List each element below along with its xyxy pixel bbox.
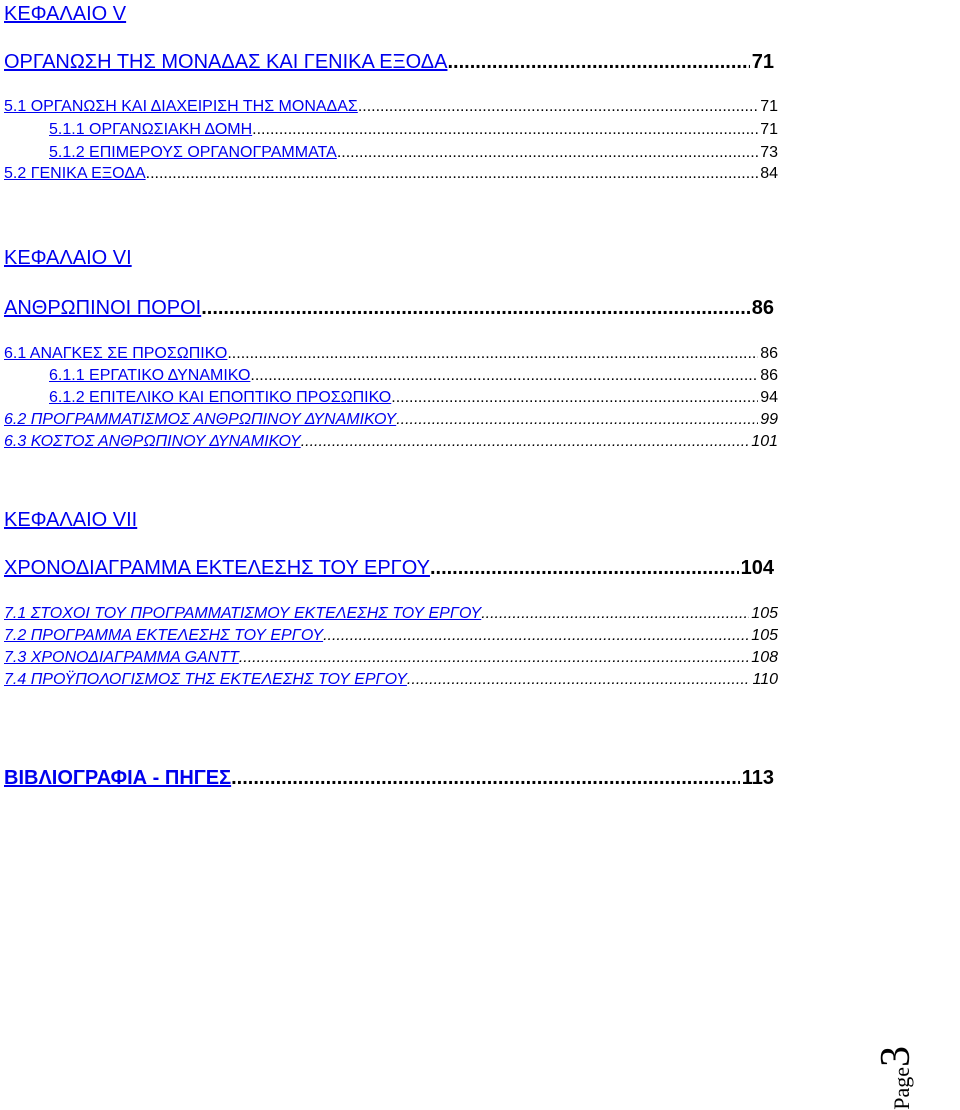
- toc-bibliography[interactable]: [4, 766, 774, 790]
- toc-entry[interactable]: [4, 344, 778, 364]
- toc-entry[interactable]: [49, 388, 778, 408]
- toc-main-ch6-page: 86: [751, 297, 774, 319]
- toc-main-ch5-page: 71: [751, 51, 774, 73]
- toc-entry[interactable]: [4, 670, 778, 690]
- toc-entry[interactable]: [4, 648, 778, 668]
- toc-entry[interactable]: [49, 366, 778, 386]
- toc-leader: [231, 766, 740, 790]
- toc-entry-page: 110: [752, 671, 778, 688]
- toc-entry-page: 99: [760, 411, 778, 428]
- toc-entry[interactable]: [4, 604, 778, 624]
- page-footer: [873, 956, 956, 1110]
- toc-entry-title[interactable]: 6.3 ΚΟΣΤΟΣ ΑΝΘΡΩΠΙΝΟΥ ΔΥΝΑΜΙΚΟΥ: [4, 433, 301, 450]
- toc-entry-title[interactable]: 7.1 ΣΤΟΧΟΙ ΤΟΥ ΠΡΟΓΡΑΜΜΑΤΙΣΜΟΥ ΕΚΤΕΛΕΣΗΣ ΤΟΥ ΕΡΓΟΥ: [4, 605, 482, 622]
- toc-main-ch5[interactable]: [4, 50, 774, 74]
- toc-leader: [201, 296, 750, 320]
- toc-leader: [227, 344, 758, 364]
- toc-entry-page: 108: [751, 649, 778, 666]
- toc-bibliography-page: 113: [741, 767, 774, 789]
- toc-leader: [447, 50, 749, 74]
- toc-entry-title[interactable]: 6.2 ΠΡΟΓΡΑΜΜΑΤΙΣΜΟΣ ΑΝΘΡΩΠΙΝΟΥ ΔΥΝΑΜΙΚΟΥ: [4, 411, 397, 428]
- toc-entry-title[interactable]: 6.1 ΑΝΑΓΚΕΣ ΣΕ ΠΡΟΣΩΠΙΚΟ: [4, 345, 228, 362]
- toc-entry-title[interactable]: 5.1.2 ΕΠΙΜΕΡΟΥΣ ΟΡΓΑΝΟΓΡΑΜΜΑΤΑ: [49, 144, 337, 161]
- toc-entry-page: 105: [751, 627, 778, 644]
- toc-leader: [430, 556, 739, 580]
- toc-main-ch7[interactable]: [4, 556, 774, 580]
- toc-entry[interactable]: [4, 626, 778, 646]
- toc-leader: [250, 366, 758, 386]
- toc-leader: [146, 164, 759, 184]
- chapter-6-heading[interactable]: [4, 246, 132, 270]
- toc-leader: [407, 670, 751, 690]
- toc-entry-page: 73: [760, 144, 778, 161]
- toc-leader: [337, 143, 758, 163]
- chapter-5-heading[interactable]: [4, 2, 126, 26]
- toc-entry[interactable]: [49, 143, 778, 163]
- page-footer-number: 3: [873, 1046, 919, 1067]
- toc-entry-page: 71: [760, 121, 778, 138]
- chapter-5-heading-link[interactable]: ΚΕΦΑΛΑΙΟ V: [4, 3, 127, 25]
- toc-main-ch7-page: 104: [740, 557, 774, 579]
- toc-entry-page: 94: [760, 389, 778, 406]
- toc-leader: [358, 97, 758, 117]
- toc-entry-page: 101: [751, 433, 778, 450]
- toc-entry-title[interactable]: 6.1.1 ΕΡΓΑΤΙΚΟ ΔΥΝΑΜΙΚΟ: [49, 367, 251, 384]
- toc-entry[interactable]: [4, 410, 778, 430]
- chapter-7-heading[interactable]: [4, 508, 137, 532]
- toc-entry-title[interactable]: 7.4 ΠΡΟΫΠΟΛΟΓΙΣΜΟΣ ΤΗΣ ΕΚΤΕΛΕΣΗΣ ΤΟΥ ΕΡΓΟΥ: [4, 671, 407, 688]
- toc-leader: [301, 432, 750, 452]
- toc-entry-page: 86: [760, 367, 778, 384]
- toc-entry-title[interactable]: 5.2 ΓΕΝΙΚΑ ΕΞΟΔΑ: [4, 165, 146, 182]
- toc-bibliography-title[interactable]: ΒΙΒΛΙΟΓΡΑΦΙΑ - ΠΗΓΕΣ: [4, 767, 232, 789]
- toc-leader: [252, 120, 758, 140]
- toc-entry[interactable]: [49, 120, 778, 140]
- toc-entry-title[interactable]: 6.1.2 ΕΠΙΤΕΛΙΚΟ ΚΑΙ ΕΠΟΠΤΙΚΟ ΠΡΟΣΩΠΙΚΟ: [49, 389, 392, 406]
- toc-entry-page: 71: [760, 98, 778, 115]
- toc-entry-page: 84: [760, 165, 778, 182]
- toc-leader: [239, 648, 749, 668]
- toc-leader: [396, 410, 758, 430]
- toc-entry[interactable]: [4, 432, 778, 452]
- toc-leader: [481, 604, 749, 624]
- toc-entry-title[interactable]: 7.2 ΠΡΟΓΡΑΜΜΑ ΕΚΤΕΛΕΣΗΣ ΤΟΥ ΕΡΓΟΥ: [4, 627, 324, 644]
- toc-entry-title[interactable]: 5.1.1 ΟΡΓΑΝΩΣΙΑΚΗ ΔΟΜΗ: [49, 121, 253, 138]
- toc-entry[interactable]: [4, 164, 778, 184]
- toc-main-ch7-title[interactable]: ΧΡΟΝΟΔΙΑΓΡΑΜΜΑ ΕΚΤΕΛΕΣΗΣ ΤΟΥ ΕΡΓΟΥ: [4, 557, 430, 579]
- toc-leader: [391, 388, 758, 408]
- toc-entry-page: 105: [751, 605, 778, 622]
- toc-main-ch6[interactable]: [4, 296, 774, 320]
- page-footer-label: Page: [889, 1067, 914, 1110]
- toc-entry-title[interactable]: 7.3 ΧΡΟΝΟΔΙΑΓΡΑΜΜΑ GANTT: [4, 649, 239, 666]
- toc-entry[interactable]: [4, 97, 778, 117]
- toc-leader: [323, 626, 749, 646]
- chapter-6-heading-link[interactable]: ΚΕΦΑΛΑΙΟ VI: [4, 247, 132, 269]
- page-footer-text: [873, 1046, 919, 1110]
- toc-main-ch5-title[interactable]: ΟΡΓΑΝΩΣΗ ΤΗΣ ΜΟΝΑΔΑΣ ΚΑΙ ΓΕΝΙΚΑ ΕΞΟΔΑ: [4, 51, 448, 73]
- toc-main-ch6-title[interactable]: ΑΝΘΡΩΠΙΝΟΙ ΠΟΡΟΙ: [4, 297, 202, 319]
- toc-entry-title[interactable]: 5.1 ΟΡΓΑΝΩΣΗ ΚΑΙ ΔΙΑΧΕΙΡΙΣΗ ΤΗΣ ΜΟΝΑΔΑΣ: [4, 98, 358, 115]
- toc-entry-page: 86: [760, 345, 778, 362]
- chapter-7-heading-link[interactable]: ΚΕΦΑΛΑΙΟ VII: [4, 509, 138, 531]
